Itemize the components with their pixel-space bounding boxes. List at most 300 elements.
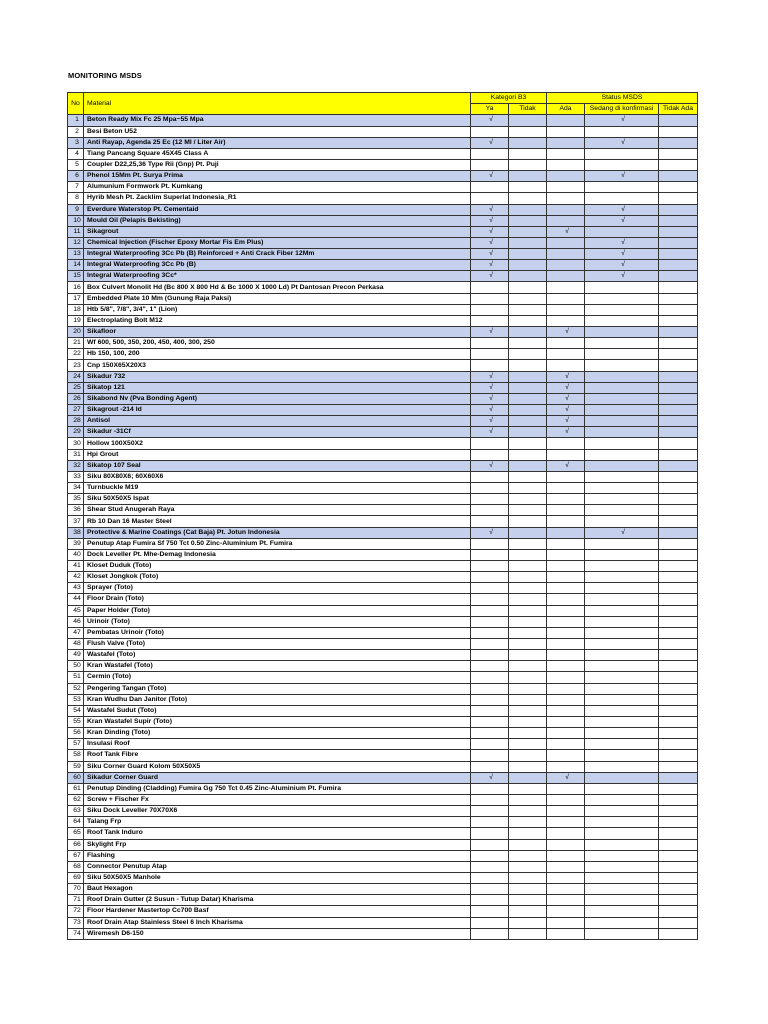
cell-sedang (585, 438, 659, 449)
table-row (68, 282, 698, 293)
material-name: Anti Rayap, Agenda 25 Ec (12 Ml / Liter Air) (84, 137, 471, 148)
cell-tidak (509, 137, 547, 148)
cell-ya (471, 304, 509, 315)
table-row (68, 260, 698, 271)
cell-tidak-ada (659, 739, 698, 750)
cell-tidak (509, 650, 547, 661)
table-row (68, 605, 698, 616)
table-row (68, 705, 698, 716)
cell-ada (547, 393, 585, 404)
cell-ya (471, 839, 509, 850)
cell-tidak-ada (659, 460, 698, 471)
table-row (68, 159, 698, 170)
table-row (68, 772, 698, 783)
cell-sedang (585, 449, 659, 460)
cell-sedang (585, 739, 659, 750)
table-row (68, 293, 698, 304)
table-row (68, 126, 698, 137)
cell-ya (471, 872, 509, 883)
row-number: 33 (68, 471, 84, 482)
table-row (68, 137, 698, 148)
cell-ya (471, 360, 509, 371)
check-mark-icon: √ (489, 394, 493, 402)
header-material: Material (84, 93, 471, 115)
cell-tidak-ada (659, 494, 698, 505)
cell-tidak (509, 148, 547, 159)
material-name: Penutup Dinding (Cladding) Fumira Gg 750 Tct 0.45 Zinc-Aluminium Pt. Fumira (84, 783, 471, 794)
cell-ya (471, 817, 509, 828)
header-ada: Ada (547, 104, 585, 115)
material-name: Box Culvert Monolit Hd (Bc 800 X 800 Hd & Bc 1000 X 1000 Ld) Pt Dantosan Precon Perkasa (84, 282, 471, 293)
cell-tidak-ada (659, 772, 698, 783)
cell-ada (547, 249, 585, 260)
table-row (68, 672, 698, 683)
cell-ya (471, 349, 509, 360)
row-number: 8 (68, 193, 84, 204)
material-name: Roof Drain Atap Stainless Steel 6 Inch Kharisma (84, 917, 471, 928)
cell-ada (547, 171, 585, 182)
material-name: Coupler D22,25,36 Type Rii (Gnp) Pt. Puji (84, 159, 471, 170)
row-number: 6 (68, 171, 84, 182)
header-tidak-ada: Tidak Ada (659, 104, 698, 115)
check-mark-icon: √ (489, 138, 493, 146)
cell-sedang (585, 850, 659, 861)
table-row (68, 204, 698, 215)
cell-tidak-ada (659, 917, 698, 928)
row-number: 18 (68, 304, 84, 315)
cell-tidak-ada (659, 728, 698, 739)
cell-ya (471, 705, 509, 716)
cell-sedang (585, 538, 659, 549)
cell-sedang (585, 226, 659, 237)
cell-sedang (585, 583, 659, 594)
cell-tidak-ada (659, 650, 698, 661)
table-row (68, 438, 698, 449)
cell-ada (547, 783, 585, 794)
material-name: Roof Tank Fibre (84, 750, 471, 761)
row-number: 70 (68, 884, 84, 895)
table-row (68, 538, 698, 549)
check-mark-icon: √ (565, 428, 569, 436)
cell-ada (547, 237, 585, 248)
header-no: No (68, 93, 84, 115)
table-row (68, 182, 698, 193)
check-mark-icon: √ (565, 417, 569, 425)
material-name: Skylight Frp (84, 839, 471, 850)
material-name: Floor Drain (Toto) (84, 594, 471, 605)
table-row (68, 839, 698, 850)
cell-ada (547, 828, 585, 839)
cell-sedang (585, 505, 659, 516)
material-name: Rb 10 Dan 16 Master Steel (84, 516, 471, 527)
cell-tidak-ada (659, 884, 698, 895)
table-row (68, 806, 698, 817)
cell-tidak-ada (659, 271, 698, 282)
cell-ada (547, 204, 585, 215)
cell-sedang (585, 817, 659, 828)
material-name: Sikagrout -214 Id (84, 405, 471, 416)
cell-ya (471, 115, 509, 126)
cell-ya (471, 427, 509, 438)
cell-tidak-ada (659, 215, 698, 226)
cell-tidak (509, 126, 547, 137)
cell-ada (547, 861, 585, 872)
material-name: Insulasi Roof (84, 739, 471, 750)
cell-tidak-ada (659, 505, 698, 516)
cell-ya (471, 538, 509, 549)
cell-tidak-ada (659, 204, 698, 215)
cell-tidak-ada (659, 694, 698, 705)
cell-tidak-ada (659, 148, 698, 159)
table-row (68, 449, 698, 460)
cell-sedang (585, 572, 659, 583)
cell-tidak (509, 115, 547, 126)
cell-tidak-ada (659, 594, 698, 605)
material-name: Cnp 150X65X20X3 (84, 360, 471, 371)
table-row (68, 471, 698, 482)
cell-ada (547, 137, 585, 148)
cell-sedang (585, 627, 659, 638)
cell-tidak-ada (659, 783, 698, 794)
table-row (68, 271, 698, 282)
table-row (68, 427, 698, 438)
material-name: Alumunium Formwork Pt. Kumkang (84, 182, 471, 193)
table-row (68, 327, 698, 338)
cell-ya (471, 237, 509, 248)
table-row (68, 371, 698, 382)
check-mark-icon: √ (621, 528, 625, 536)
table-row (68, 494, 698, 505)
row-number: 43 (68, 583, 84, 594)
cell-tidak (509, 828, 547, 839)
cell-ya (471, 382, 509, 393)
row-number: 36 (68, 505, 84, 516)
cell-tidak (509, 583, 547, 594)
check-mark-icon: √ (621, 250, 625, 258)
cell-sedang (585, 182, 659, 193)
cell-tidak-ada (659, 817, 698, 828)
cell-sedang (585, 327, 659, 338)
material-name: Siku 50X50X5 Ispat (84, 494, 471, 505)
cell-tidak (509, 438, 547, 449)
table-row (68, 193, 698, 204)
table-row (68, 694, 698, 705)
cell-ada (547, 884, 585, 895)
cell-tidak (509, 260, 547, 271)
material-name: Flush Valve (Toto) (84, 638, 471, 649)
row-number: 66 (68, 839, 84, 850)
row-number: 49 (68, 650, 84, 661)
header-sedang-konfirmasi: Sedang di konfirmasi (585, 104, 659, 115)
material-name: Siku 80X80X6; 60X60X6 (84, 471, 471, 482)
table-row (68, 627, 698, 638)
cell-tidak (509, 761, 547, 772)
cell-tidak (509, 416, 547, 427)
cell-tidak-ada (659, 438, 698, 449)
cell-tidak (509, 182, 547, 193)
check-mark-icon: √ (621, 172, 625, 180)
row-number: 16 (68, 282, 84, 293)
cell-ada (547, 572, 585, 583)
cell-ada (547, 215, 585, 226)
cell-ya (471, 583, 509, 594)
check-mark-icon: √ (489, 417, 493, 425)
cell-ada (547, 583, 585, 594)
cell-sedang (585, 460, 659, 471)
table-row (68, 716, 698, 727)
material-name: Roof Tank Induro (84, 828, 471, 839)
cell-tidak-ada (659, 349, 698, 360)
table-row (68, 817, 698, 828)
cell-ya (471, 906, 509, 917)
table-row (68, 761, 698, 772)
cell-sedang (585, 148, 659, 159)
row-number: 5 (68, 159, 84, 170)
cell-tidak (509, 783, 547, 794)
check-mark-icon: √ (565, 227, 569, 235)
cell-tidak (509, 449, 547, 460)
table-row (68, 928, 698, 939)
cell-ada (547, 906, 585, 917)
cell-tidak (509, 872, 547, 883)
material-name: Cermin (Toto) (84, 672, 471, 683)
row-number: 10 (68, 215, 84, 226)
material-name: Hyrib Mesh Pt. Zacklim Superlat Indonesia_R1 (84, 193, 471, 204)
cell-tidak-ada (659, 137, 698, 148)
cell-tidak (509, 405, 547, 416)
table-row (68, 405, 698, 416)
cell-tidak (509, 527, 547, 538)
material-name: Shear Stud Anugerah Raya (84, 505, 471, 516)
table-row (68, 783, 698, 794)
cell-ya (471, 572, 509, 583)
cell-ya (471, 750, 509, 761)
row-number: 41 (68, 561, 84, 572)
material-name: Wf 600, 500, 350, 200, 450, 400, 300, 250 (84, 338, 471, 349)
row-number: 31 (68, 449, 84, 460)
row-number: 71 (68, 895, 84, 906)
check-mark-icon: √ (489, 428, 493, 436)
row-number: 57 (68, 739, 84, 750)
cell-tidak-ada (659, 605, 698, 616)
check-mark-icon: √ (621, 272, 625, 280)
table-row (68, 360, 698, 371)
cell-sedang (585, 906, 659, 917)
check-mark-icon: √ (489, 238, 493, 246)
table-row (68, 906, 698, 917)
header-status-msds: Status MSDS (547, 93, 698, 104)
cell-ada (547, 115, 585, 126)
cell-sedang (585, 861, 659, 872)
row-number: 58 (68, 750, 84, 761)
row-number: 25 (68, 382, 84, 393)
cell-ya (471, 215, 509, 226)
cell-ya (471, 806, 509, 817)
cell-ada (547, 371, 585, 382)
cell-sedang (585, 416, 659, 427)
row-number: 15 (68, 271, 84, 282)
cell-ya (471, 315, 509, 326)
cell-tidak (509, 806, 547, 817)
cell-ya (471, 159, 509, 170)
cell-sedang (585, 260, 659, 271)
cell-sedang (585, 126, 659, 137)
material-name: Turnbuckle M19 (84, 483, 471, 494)
row-number: 74 (68, 928, 84, 939)
cell-ada (547, 304, 585, 315)
cell-ya (471, 182, 509, 193)
cell-tidak (509, 728, 547, 739)
cell-sedang (585, 371, 659, 382)
check-mark-icon: √ (621, 238, 625, 246)
row-number: 17 (68, 293, 84, 304)
cell-ya (471, 650, 509, 661)
cell-ada (547, 839, 585, 850)
table-row (68, 171, 698, 182)
cell-tidak (509, 538, 547, 549)
row-number: 35 (68, 494, 84, 505)
cell-ya (471, 549, 509, 560)
cell-sedang (585, 761, 659, 772)
material-name: Embedded Plate 10 Mm (Gunung Raja Paksi) (84, 293, 471, 304)
cell-tidak-ada (659, 516, 698, 527)
cell-tidak (509, 794, 547, 805)
cell-ada (547, 772, 585, 783)
material-name: Penutup Atap Fumira Sf 750 Tct 0.50 Zinc-Aluminium Pt. Fumira (84, 538, 471, 549)
check-mark-icon: √ (489, 383, 493, 391)
table-row (68, 237, 698, 248)
row-number: 68 (68, 861, 84, 872)
row-number: 48 (68, 638, 84, 649)
row-number: 47 (68, 627, 84, 638)
cell-tidak (509, 460, 547, 471)
cell-ada (547, 817, 585, 828)
table-row (68, 895, 698, 906)
cell-sedang (585, 672, 659, 683)
cell-sedang (585, 171, 659, 182)
msds-table (67, 92, 698, 940)
table-row (68, 315, 698, 326)
cell-tidak (509, 271, 547, 282)
cell-ada (547, 917, 585, 928)
cell-ya (471, 438, 509, 449)
cell-sedang (585, 338, 659, 349)
cell-tidak (509, 817, 547, 828)
cell-sedang (585, 694, 659, 705)
cell-ya (471, 171, 509, 182)
cell-ada (547, 650, 585, 661)
check-mark-icon: √ (565, 461, 569, 469)
cell-ya (471, 471, 509, 482)
cell-ya (471, 761, 509, 772)
cell-ada (547, 505, 585, 516)
cell-ya (471, 449, 509, 460)
cell-ada (547, 705, 585, 716)
cell-tidak-ada (659, 683, 698, 694)
cell-ya (471, 794, 509, 805)
cell-sedang (585, 638, 659, 649)
row-number: 21 (68, 338, 84, 349)
check-mark-icon: √ (565, 372, 569, 380)
row-number: 51 (68, 672, 84, 683)
cell-ya (471, 561, 509, 572)
material-name: Floor Hardener Mastertop Cc700 Basf (84, 906, 471, 917)
cell-tidak (509, 683, 547, 694)
cell-tidak (509, 850, 547, 861)
table-row (68, 917, 698, 928)
material-name: Besi Beton U52 (84, 126, 471, 137)
cell-tidak (509, 226, 547, 237)
row-number: 53 (68, 694, 84, 705)
cell-tidak-ada (659, 794, 698, 805)
cell-tidak-ada (659, 895, 698, 906)
cell-tidak-ada (659, 315, 698, 326)
cell-ada (547, 315, 585, 326)
cell-tidak (509, 171, 547, 182)
table-row (68, 338, 698, 349)
material-name: Antisol (84, 416, 471, 427)
cell-ada (547, 405, 585, 416)
material-name: Sprayer (Toto) (84, 583, 471, 594)
row-number: 3 (68, 137, 84, 148)
check-mark-icon: √ (489, 172, 493, 180)
cell-ya (471, 616, 509, 627)
cell-tidak (509, 594, 547, 605)
cell-tidak (509, 304, 547, 315)
row-number: 40 (68, 549, 84, 560)
cell-tidak-ada (659, 338, 698, 349)
cell-ya (471, 483, 509, 494)
row-number: 59 (68, 761, 84, 772)
cell-ya (471, 861, 509, 872)
cell-tidak (509, 928, 547, 939)
cell-ada (547, 382, 585, 393)
cell-sedang (585, 884, 659, 895)
cell-tidak-ada (659, 839, 698, 850)
cell-sedang (585, 193, 659, 204)
cell-sedang (585, 516, 659, 527)
cell-sedang (585, 872, 659, 883)
row-number: 22 (68, 349, 84, 360)
cell-ada (547, 928, 585, 939)
cell-sedang (585, 828, 659, 839)
cell-tidak-ada (659, 572, 698, 583)
row-number: 9 (68, 204, 84, 215)
row-number: 72 (68, 906, 84, 917)
cell-ada (547, 159, 585, 170)
cell-ya (471, 728, 509, 739)
row-number: 32 (68, 460, 84, 471)
cell-tidak (509, 627, 547, 638)
row-number: 20 (68, 327, 84, 338)
material-name: Sikabond Nv (Pva Bonding Agent) (84, 393, 471, 404)
cell-tidak-ada (659, 627, 698, 638)
check-mark-icon: √ (489, 116, 493, 124)
table-row (68, 616, 698, 627)
cell-tidak-ada (659, 850, 698, 861)
cell-sedang (585, 895, 659, 906)
cell-tidak (509, 750, 547, 761)
cell-tidak-ada (659, 260, 698, 271)
cell-tidak (509, 382, 547, 393)
material-name: Kran Dinding (Toto) (84, 728, 471, 739)
cell-tidak-ada (659, 382, 698, 393)
cell-sedang (585, 237, 659, 248)
cell-tidak-ada (659, 716, 698, 727)
cell-tidak-ada (659, 182, 698, 193)
cell-tidak-ada (659, 371, 698, 382)
cell-ada (547, 627, 585, 638)
